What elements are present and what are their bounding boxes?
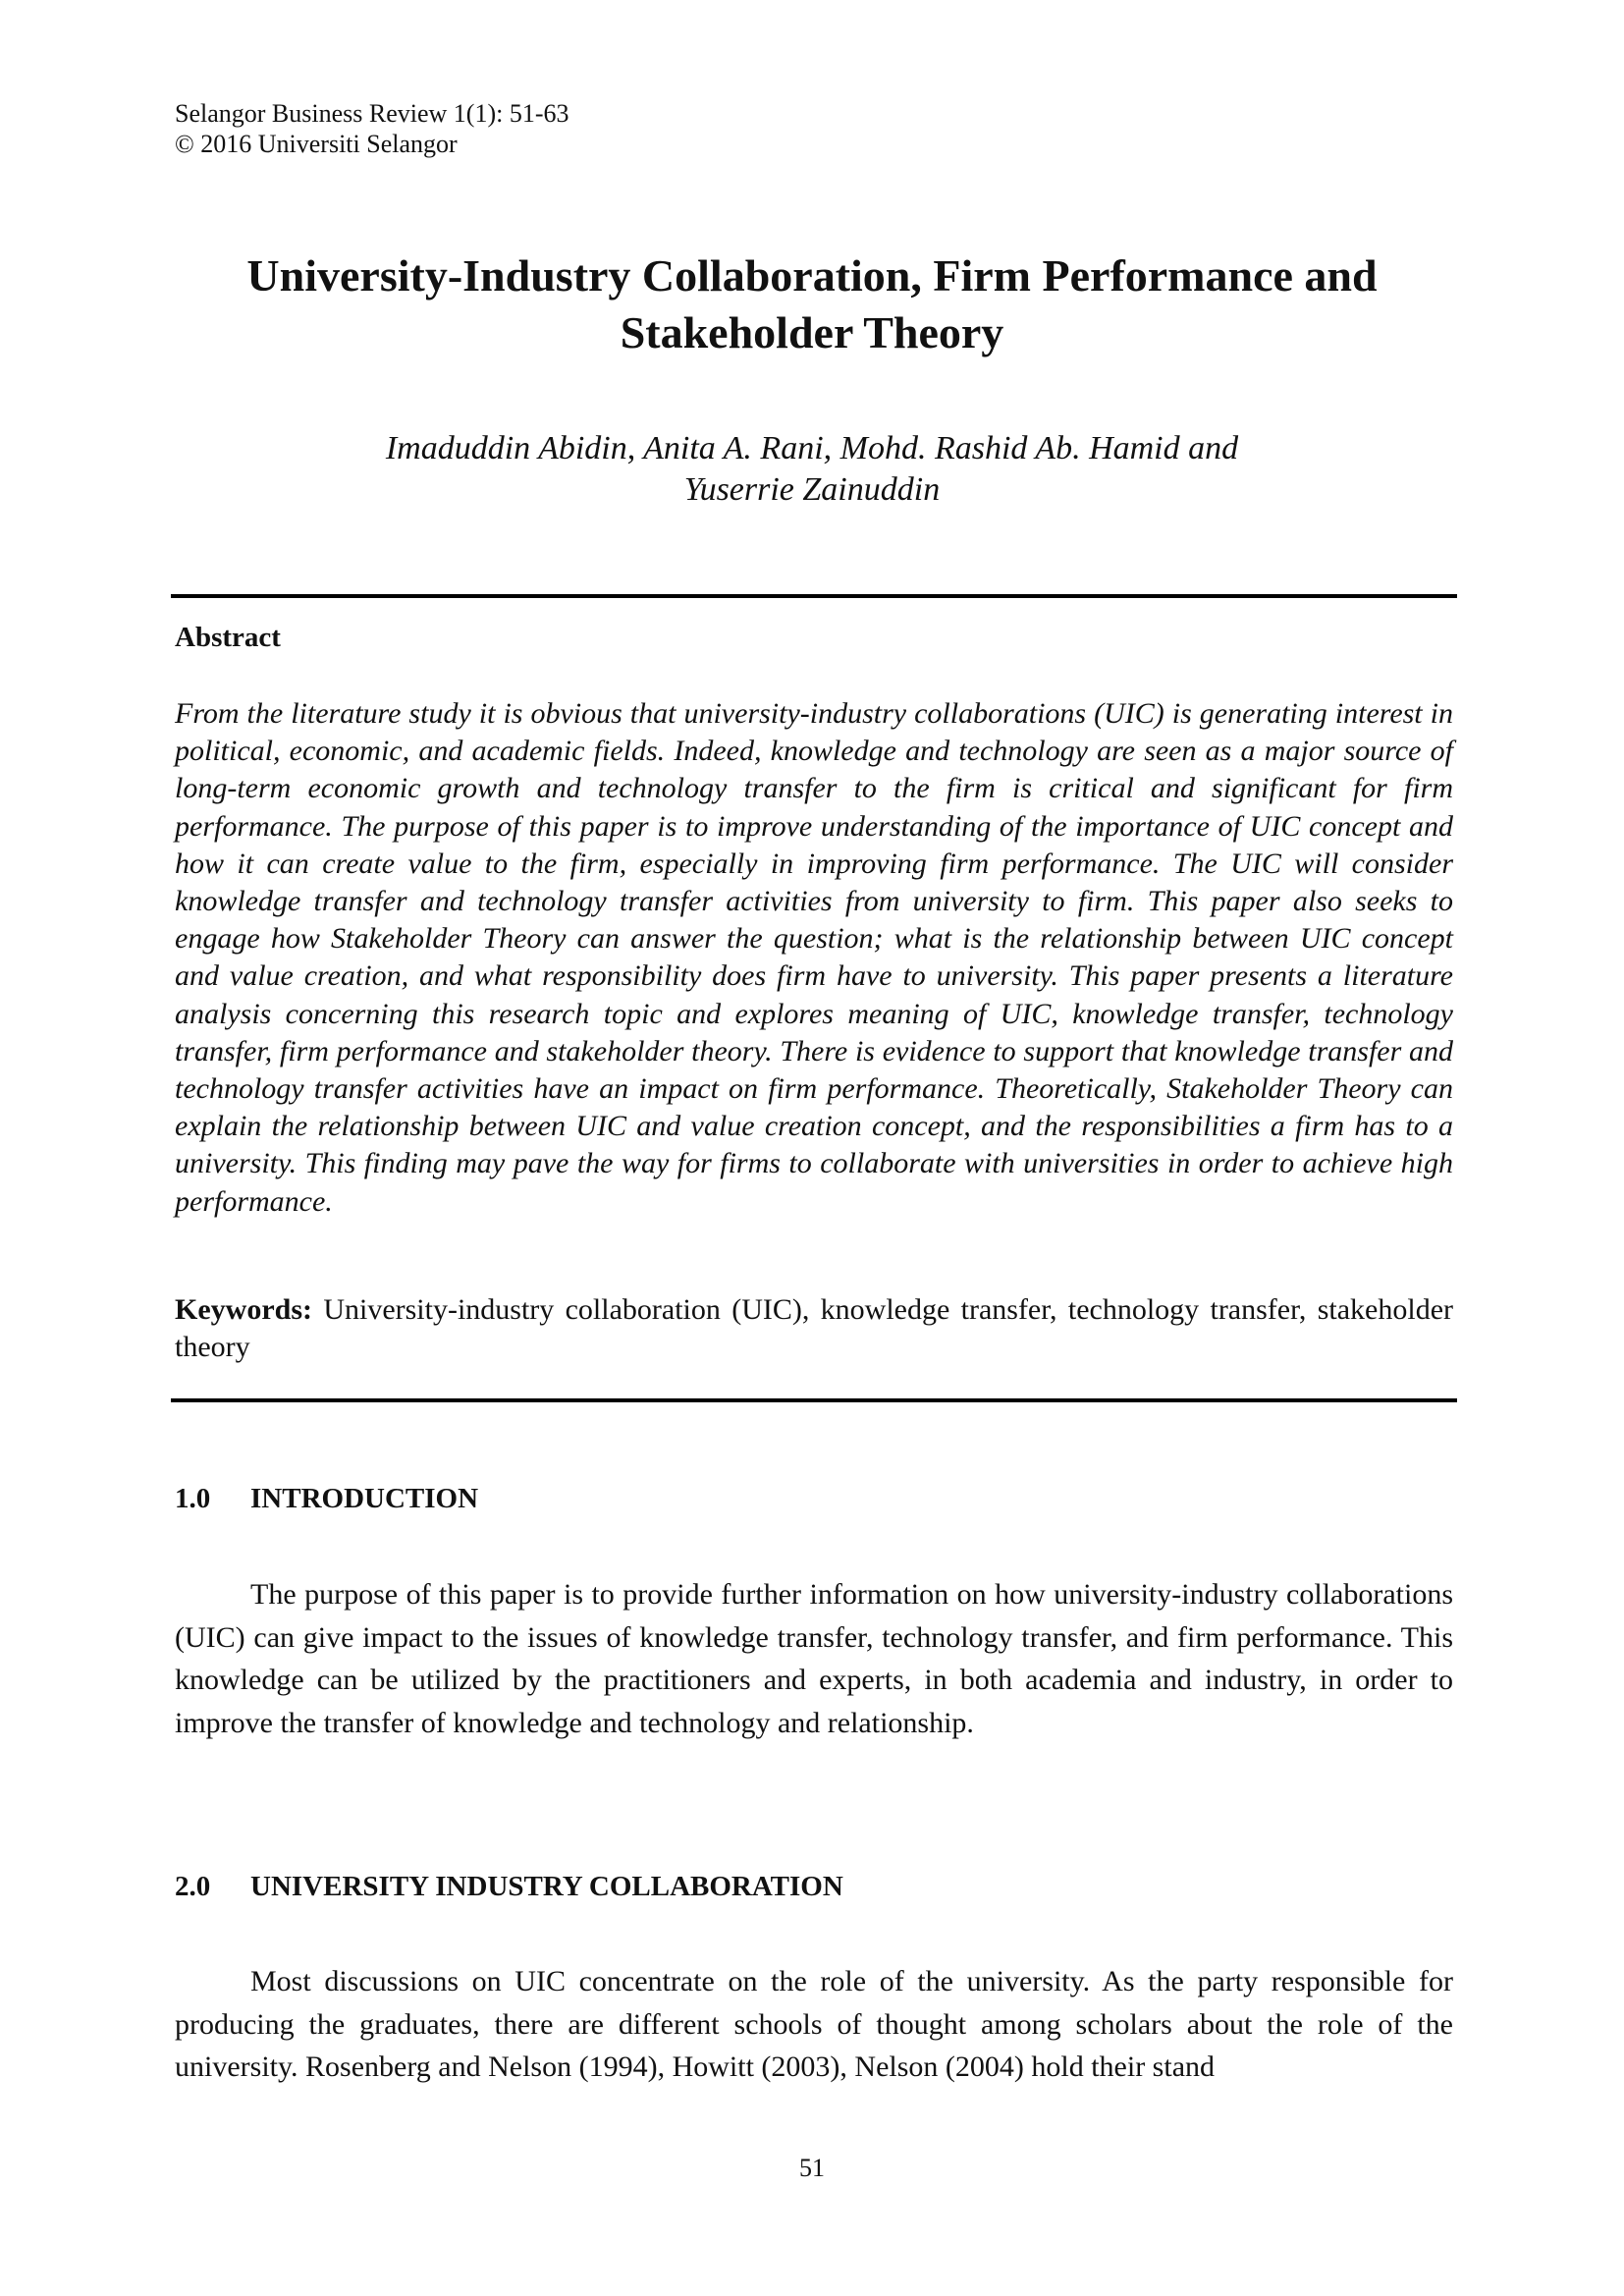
keywords-text: University-industry collaboration (UIC), knowledge transfer, technology transfer, stakeholder theory [175, 1293, 1453, 1363]
section-heading-university-industry-collaboration [175, 1871, 843, 1903]
author-line-1: Imaduddin Abidin, Anita A. Rani, Mohd. Rashid Ab. Hamid and [385, 430, 1239, 466]
author-line-2: Yuserrie Zainuddin [683, 471, 941, 508]
journal-citation: Selangor Business Review 1(1): 51-63 [175, 99, 569, 128]
paper-title-line-1: University-Industry Collaboration, Firm Performance and [246, 250, 1378, 301]
journal-info [175, 98, 569, 159]
keywords [175, 1291, 1453, 1366]
abstract-top-divider [171, 594, 1457, 598]
uic-paragraph: Most discussions on UIC concentrate on the role of the university. As the party responsible for producing the graduates, there are different schools of thought among scholars about the role of the university. Rosenberg and Nelson (1994), Howitt (2003), Nelson (2004) hold their stand [175, 1965, 1453, 2083]
section-number: 2.0 [175, 1871, 211, 1902]
abstract-text: From the literature study it is obvious that university-industry collaborations (UIC) is generating interest in political, economic, and academic fields. Indeed, knowledge and technology are seen as a major source of long-term economic growth and technology transfer to the firm is critical and significant for firm performance. The purpose of this paper is to improve understanding of the importance of UIC concept and how it can create value to the firm, especially in improving firm performance. The UIC will consider knowledge transfer and technology transfer activities from university to firm. This paper also seeks to engage how Stakeholder Theory can answer the question; what is the relationship between UIC concept and value creation, and what responsibility does firm have to university. This paper presents a literature analysis concerning this research topic and explores meaning of UIC, knowledge transfer, technology transfer, firm performance and stakeholder theory. There is evidence to support that knowledge transfer and technology transfer activities have an impact on firm performance. Theoretically, Stakeholder Theory can explain the relationship between UIC and value creation concept, and the responsibilities a firm has to a university. This finding may pave the way for firms to collaborate with universities in order to achieve high performance. [175, 697, 1453, 1218]
section-heading-introduction [175, 1483, 478, 1515]
section-title: INTRODUCTION [250, 1483, 479, 1514]
abstract-bottom-divider [171, 1398, 1457, 1402]
keywords-label: Keywords: [175, 1293, 312, 1326]
section-title: UNIVERSITY INDUSTRY COLLABORATION [250, 1871, 843, 1902]
paper-title [147, 247, 1477, 361]
page-number: 51 [799, 2154, 825, 2182]
paper-title-line-2: Stakeholder Theory [620, 307, 1004, 357]
abstract-heading: Abstract [175, 622, 281, 653]
introduction-paragraph: The purpose of this paper is to provide further information on how university-industry collaborations (UIC) can give impact to the issues of knowledge transfer, technology transfer, and firm performance. This knowledge can be utilized by the practitioners and experts, in both academia and industry, in order to improve the transfer of knowledge and technology and relationship. [175, 1578, 1453, 1739]
section-number: 1.0 [175, 1483, 211, 1514]
copyright-notice: © 2016 Universiti Selangor [175, 130, 458, 158]
author-list [147, 428, 1477, 511]
